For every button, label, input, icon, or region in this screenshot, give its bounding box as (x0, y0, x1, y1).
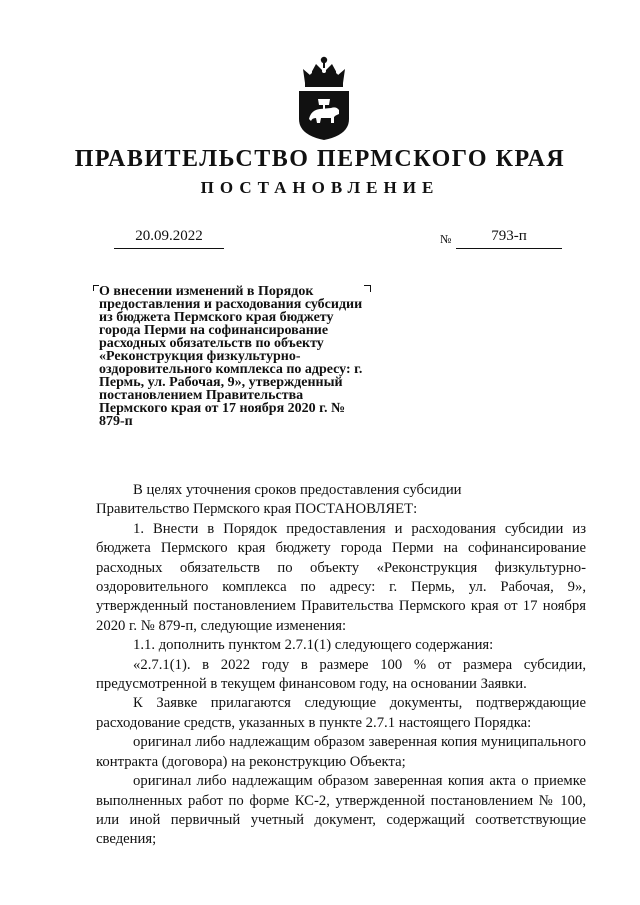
document-type: ПОСТАНОВЛЕНИЕ (200, 178, 440, 197)
date-field (114, 228, 224, 249)
document-subject: О внесении изменений в Порядок предоставления и расходования субсидии из бюджета Пермского края бюджету города Перми на софинансирование расходных обязательств по объекту «Реконструкция физкультурно-оздоровительного комплекса по адресу: г. Пермь, ул. Рабочая, 9», утвержденный постановлением Правительства Пермского края от 17 ноября 2020 г. № 879-п (99, 284, 363, 429)
number-field (456, 228, 562, 249)
body-paragraph: 1.1. дополнить пунктом 2.7.1(1) следующего содержания: (133, 637, 494, 654)
government-title: ПРАВИТЕЛЬСТВО ПЕРМСКОГО КРАЯ (74, 146, 566, 172)
perm-krai-coat-of-arms-icon (296, 55, 352, 141)
body-paragraph: К Заявке прилагаются следующие документы, подтверждающие расходование средств, указанных в пункте 2.7.1 настоящего Порядка: (96, 695, 586, 731)
body-paragraph: Правительство Пермского края ПОСТАНОВЛЯЕТ: (96, 501, 418, 518)
body-paragraph: оригинал либо надлежащим образом заверенная копия акта о приемке выполненных работ по форме КС-2, утвержденной постановлением № 100, или иной первичный учетный документ, содержащий соответствующие сведения; (96, 773, 586, 848)
body-paragraph: 1. Внести в Порядок предоставления и расходования субсидии из бюджета Пермского края бюджету города Перми на софинансирование расходных обязательств по объекту «Реконструкция физкультурно-оздоровительного комплекса по адресу: г. Пермь, ул. Рабочая, 9», утвержденный постановлением Правительства Пермского края от 17 ноября 2020 г. № 879-п, следующие изменения: (96, 520, 586, 634)
number-label: № (440, 232, 452, 246)
document-date: 20.09.2022 (135, 228, 203, 244)
body-paragraph: «2.7.1(1). в 2022 году в размере 100 % от размера субсидии, предусмотренной в текущем финансовом году, на основании Заявки. (96, 656, 586, 693)
document-number: 793-п (491, 228, 527, 244)
body-paragraph: В целях уточнения сроков предоставления субсидии (133, 482, 462, 498)
document-body (96, 481, 586, 850)
body-paragraph: оригинал либо надлежащим образом заверенная копия муниципального контракта (договора) на реконструкцию Объекта; (96, 734, 586, 770)
